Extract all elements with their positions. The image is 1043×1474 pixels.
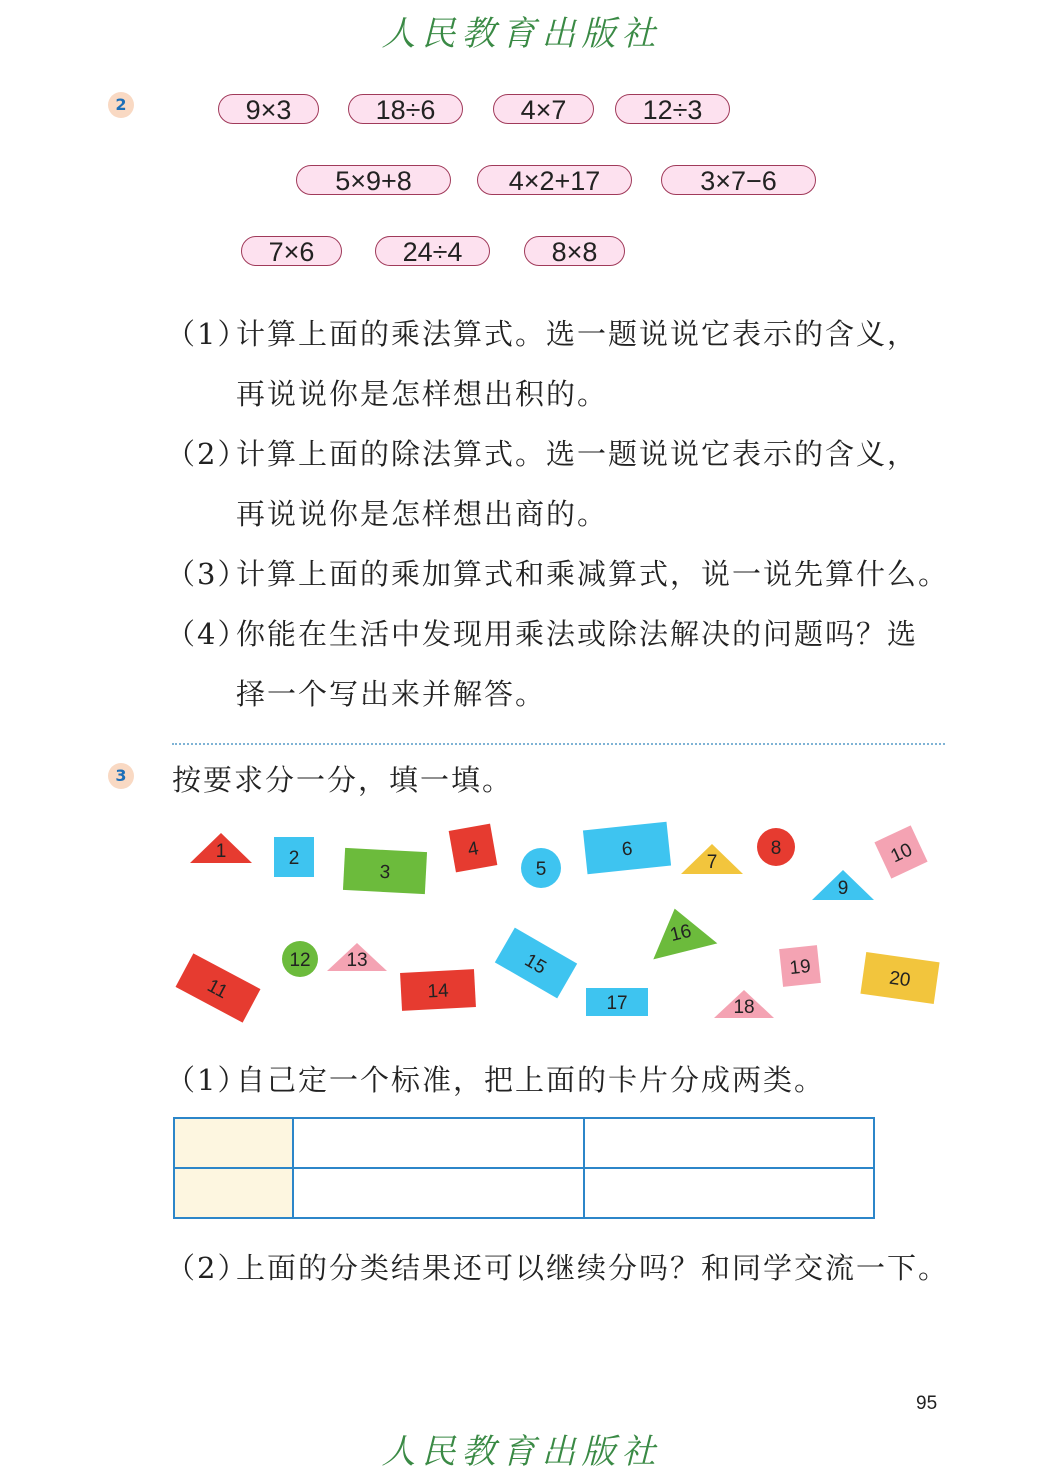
table-header-cell[interactable] [174,1118,293,1168]
table-cell[interactable] [293,1168,584,1218]
question-text-continued: 择一个写出来并解答。 [236,677,547,711]
card-number-label: 12 [289,950,311,971]
card-9-triangle [812,870,874,900]
card-number-label: 7 [706,852,718,873]
card-18-triangle [714,990,774,1018]
card-16-triangle [643,901,718,960]
card-number-label: 6 [620,838,634,861]
card-number-label: 20 [887,967,912,992]
card-number-label: 8 [770,838,782,859]
card-number-label: 16 [668,920,694,947]
card-11-rectangle [176,953,261,1022]
card-13-triangle [327,943,387,971]
table-cell[interactable] [293,1118,584,1168]
question-text: 自己定一个标准，把上面的卡片分成两类。 [236,1063,826,1097]
question-text: 计算上面的乘法算式。选一题说说它表示的含义， [236,317,919,351]
publisher-logo-bottom: 人民教育出版社 [381,1432,662,1472]
expression-card: 3×7−6 [661,165,816,195]
question-text: 计算上面的除法算式。选一题说说它表示的含义， [236,437,919,471]
card-17-rectangle [586,988,648,1016]
card-20-rectangle [860,952,939,1004]
card-6-rectangle [583,822,671,875]
card-number-label: 17 [606,993,628,1014]
card-number-label: 19 [788,955,812,980]
question-number: （2） [166,1251,249,1285]
question-text: 计算上面的乘加算式和乘减算式，说一说先算什么。 [236,557,950,591]
publisher-logo-top: 人民教育出版社 [381,14,662,54]
question-number: （3） [166,557,249,591]
table-cell[interactable] [584,1168,875,1218]
card-number-label: 1 [215,841,227,862]
card-5-circle [521,848,561,888]
card-number-label: 13 [346,950,368,971]
card-12-circle [282,941,318,977]
card-number-label: 3 [379,861,391,884]
expression-card: 12÷3 [615,94,730,124]
question-text-continued: 再说说你是怎样想出商的。 [236,497,609,531]
card-19-square [779,945,821,987]
question-number: （4） [166,617,249,651]
expression-card: 4×7 [493,94,594,124]
card-1-triangle [190,833,252,863]
expression-card: 9×3 [218,94,319,124]
subquestion-2 [166,1246,949,1287]
question-number: （1） [166,317,249,351]
card-2-square [274,837,314,877]
classification-table [173,1117,875,1219]
card-number-label: 2 [288,848,300,869]
card-number-label: 5 [535,859,547,880]
card-15-rectangle [495,928,577,999]
card-number-label: 18 [733,997,755,1018]
question-number: （1） [166,1063,249,1097]
card-14-rectangle [400,969,476,1011]
task-title: 按要求分一分，填一填。 [172,763,514,797]
expression-card: 24÷4 [375,236,490,266]
expression-card: 18÷6 [348,94,463,124]
subquestion-1 [166,1058,825,1099]
card-4-square [449,824,498,873]
card-8-circle [757,828,795,866]
card-10-square [874,825,927,878]
card-number-label: 9 [837,878,849,899]
card-number-label: 10 [887,839,916,868]
expression-card: 7×6 [241,236,342,266]
question-text: 上面的分类结果还可以继续分吗？和同学交流一下。 [236,1251,950,1285]
question-text-continued: 再说说你是怎样想出积的。 [236,377,609,411]
card-7-triangle [681,844,743,874]
table-cell[interactable] [584,1118,875,1168]
page-number: 95 [916,1393,938,1414]
table-header-cell[interactable] [174,1168,293,1218]
card-number-label: 15 [520,949,550,979]
exercise-number-badge: 2 [108,92,134,118]
card-number-label: 14 [426,980,450,1003]
expression-card: 8×8 [524,236,625,266]
card-number-label: 11 [203,975,231,1004]
question-text: 你能在生活中发现用乘法或除法解决的问题吗？选 [236,617,919,651]
card-3-rectangle [343,848,427,894]
expression-card: 5×9+8 [296,165,451,195]
expression-card: 4×2+17 [477,165,632,195]
exercise-number-badge: 3 [108,763,134,789]
card-number-label: 4 [466,838,481,861]
question-number: （2） [166,437,249,471]
